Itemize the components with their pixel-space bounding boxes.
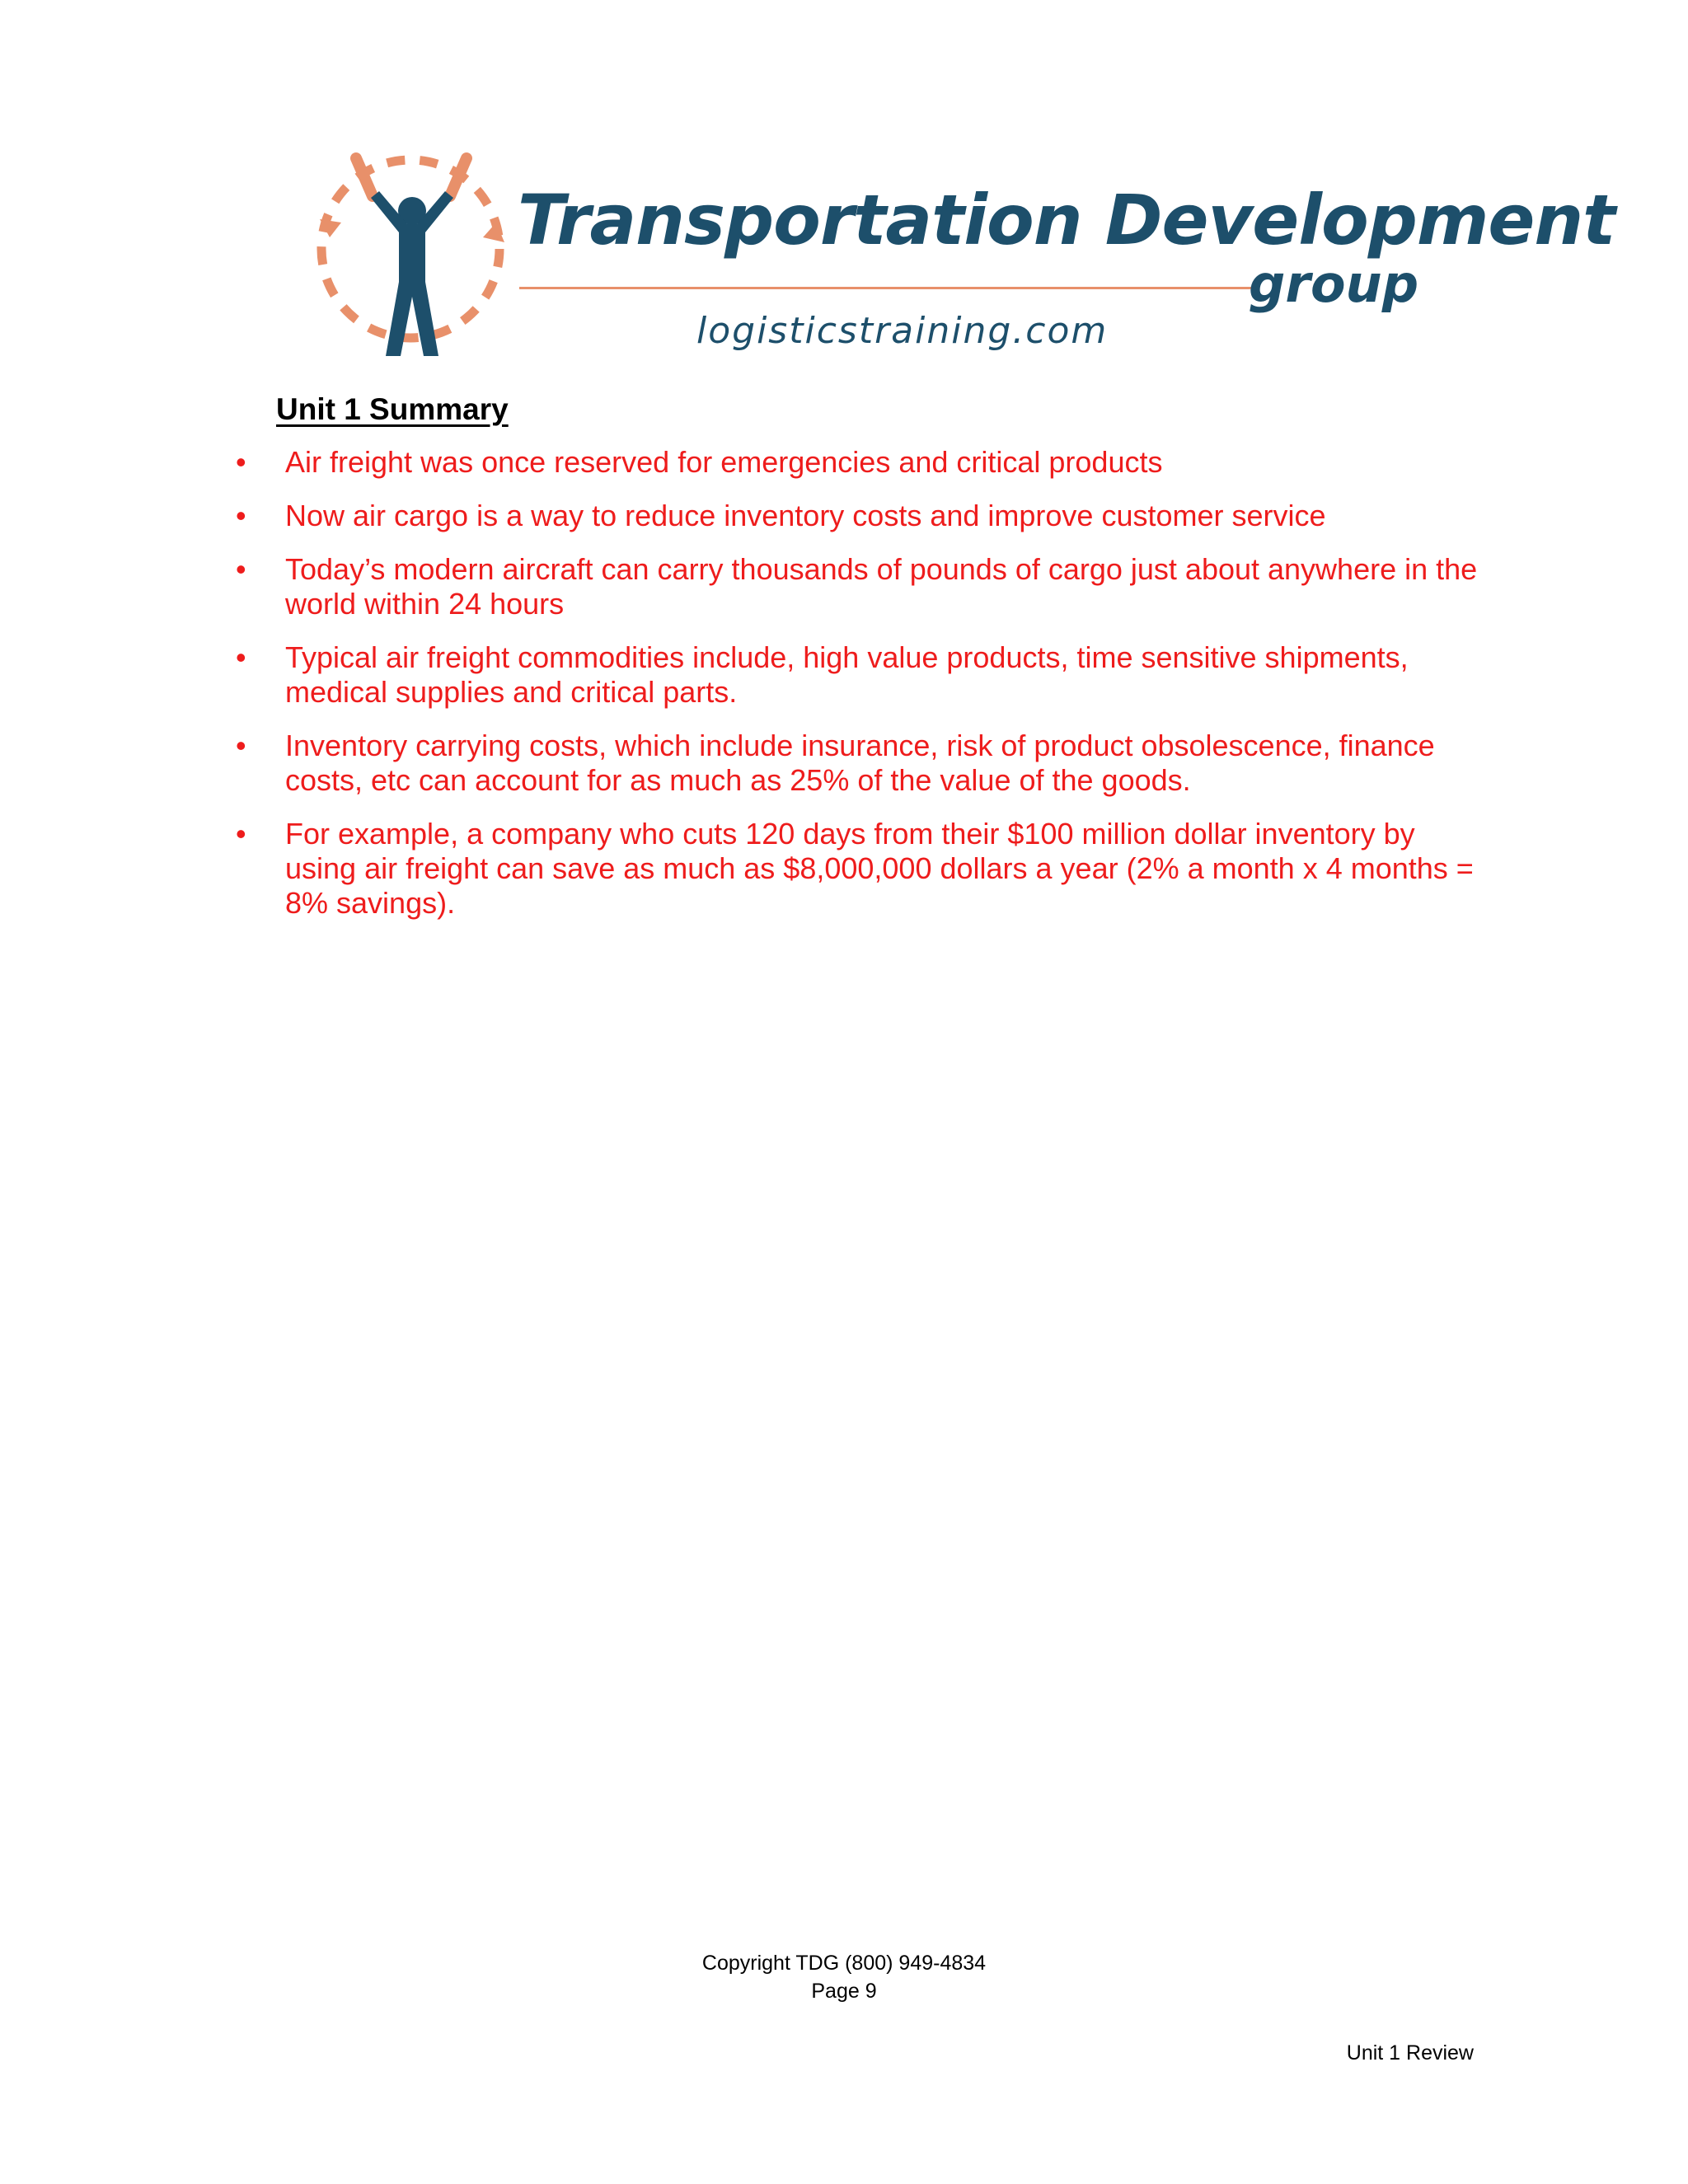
summary-bullet-item <box>0 445 1480 480</box>
bullet-text: For example, a company who cuts 120 days from their $100 million dollar inventory by using air freight can save as much as $8,000,000 dollars a year (2% a month x 4 months = 8% savings). <box>285 817 1474 920</box>
bullet-text: Inventory carrying costs, which include insurance, risk of product obsolescence, finance costs, etc can account for as much as 25% of the value of the goods. <box>285 729 1435 797</box>
bullet-text: Today’s modern aircraft can carry thousands of pounds of cargo just about anywhere in the world within 24 hours <box>285 552 1478 621</box>
bullet-text: Now air cargo is a way to reduce inventory costs and improve customer service <box>285 499 1326 532</box>
person-arms-raised-icon <box>313 140 511 367</box>
bullet-icon: • <box>236 729 246 762</box>
footer-section-label: Unit 1 Review <box>1346 2041 1474 2064</box>
summary-bullet-item <box>0 499 1480 533</box>
summary-bullet-item <box>0 640 1480 710</box>
bullet-icon: • <box>236 445 246 479</box>
footer-page-number: Page 9 <box>811 1980 877 2003</box>
logo-divider <box>519 287 1253 289</box>
company-logo <box>313 140 1615 367</box>
summary-bullet-item <box>0 817 1480 921</box>
logo-title: Transportation Development <box>518 180 1615 260</box>
footer-copyright: Copyright TDG (800) 949-4834 <box>701 1952 987 1975</box>
summary-heading: Unit 1 Summary <box>276 392 509 426</box>
summary-bullet-item <box>0 729 1480 798</box>
summary-bullet-list <box>0 445 1688 940</box>
bullet-icon: • <box>236 817 246 851</box>
bullet-icon: • <box>236 552 246 586</box>
bullet-text: Air freight was once reserved for emergencies and critical products <box>285 445 1163 479</box>
summary-bullet-item <box>0 552 1480 621</box>
logo-url: logisticstraining.com <box>696 310 1109 352</box>
bullet-text: Typical air freight commodities include, high value products, time sensitive shipments, medical supplies and critical parts. <box>285 640 1409 709</box>
bullet-icon: • <box>236 499 246 532</box>
bullet-icon: • <box>236 640 246 674</box>
logo-subtitle: group <box>1249 254 1419 314</box>
